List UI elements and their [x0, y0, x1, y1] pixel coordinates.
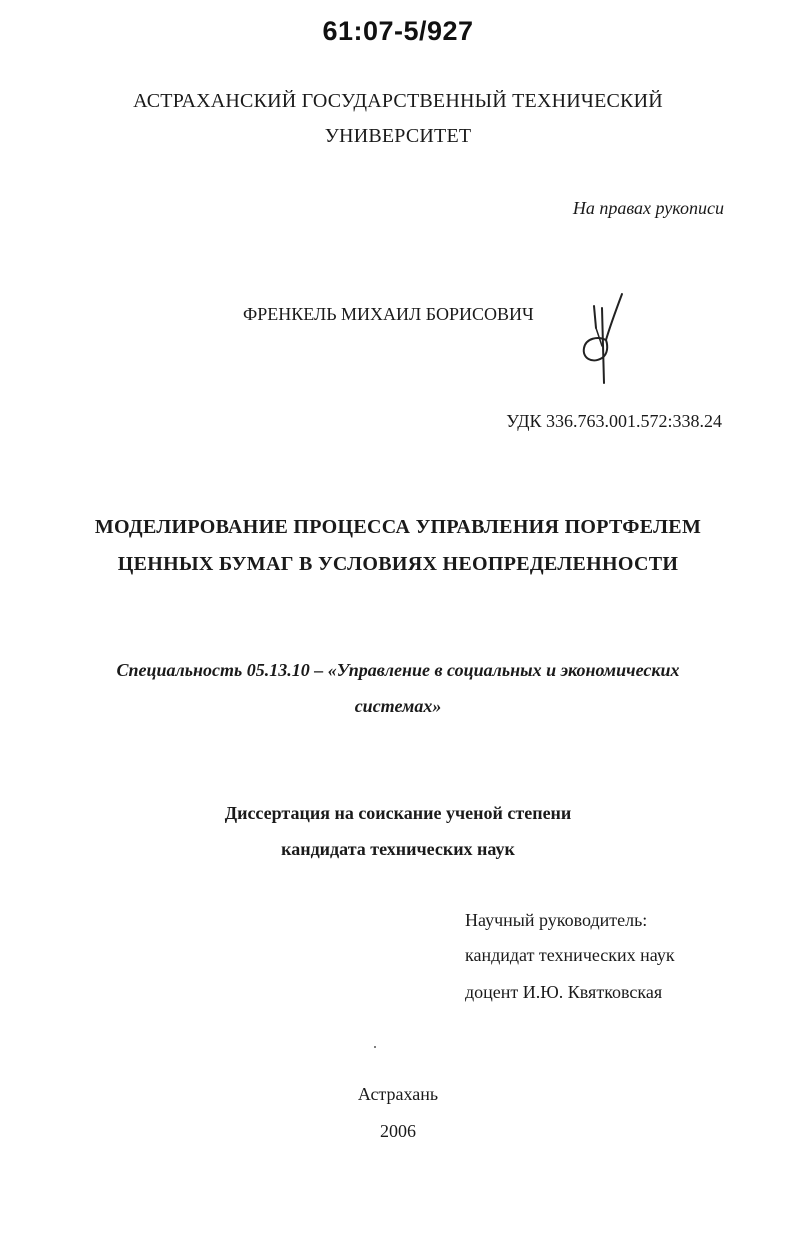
university-name-line-1: АСТРАХАНСКИЙ ГОСУДАРСТВЕННЫЙ ТЕХНИЧЕСКИЙ: [133, 90, 663, 112]
signature-icon: [572, 288, 632, 384]
city: Астрахань: [357, 1084, 439, 1104]
specialty-line-1: Специальность 05.13.10 – «Управление в социальных и экономических: [116, 660, 680, 680]
university-name-line-2: УНИВЕРСИТЕТ: [324, 125, 472, 147]
dissertation-title-line-1: МОДЕЛИРОВАНИЕ ПРОЦЕССА УПРАВЛЕНИЯ ПОРТФЕЛЕМ: [94, 516, 702, 538]
author-name: ФРЕНКЕЛЬ МИХАИЛ БОРИСОВИЧ: [243, 304, 534, 324]
advisor-name: доцент И.Ю. Квятковская: [465, 982, 663, 1002]
advisor-degree: кандидат технических наук: [465, 945, 675, 965]
specialty-line-2: системах»: [354, 696, 442, 716]
catalog-number: 61:07-5/927: [322, 16, 474, 46]
degree-sought-line-1: Диссертация на соискание ученой степени: [224, 803, 572, 823]
year: 2006: [380, 1121, 416, 1141]
manuscript-note: На правах рукописи: [572, 198, 724, 218]
udk-code: УДК 336.763.001.572:338.24: [506, 411, 722, 431]
scan-speck: [374, 1046, 376, 1048]
advisor-label: Научный руководитель:: [465, 910, 648, 930]
dissertation-title-line-2: ЦЕННЫХ БУМАГ В УСЛОВИЯХ НЕОПРЕДЕЛЕННОСТИ: [117, 553, 679, 575]
degree-sought-line-2: кандидата технических наук: [281, 839, 515, 859]
